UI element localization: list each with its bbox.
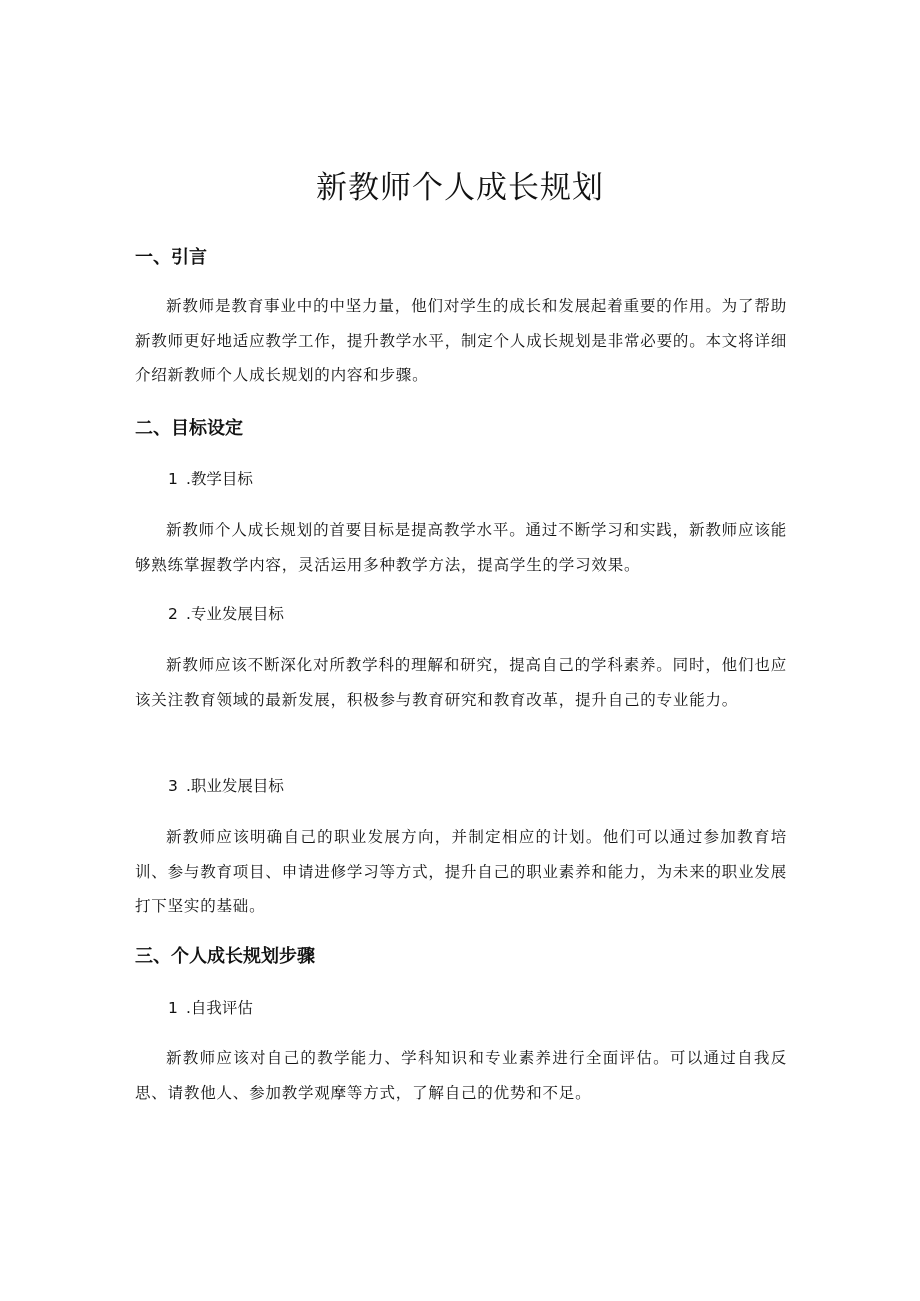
section-heading-growth-steps: 三、个人成长规划步骤 [135,946,315,967]
paragraph-teaching-goal: 新教师个人成长规划的首要目标是提高教学水平。通过不断学习和实践，新教师应该能够熟练掌握教学内容，灵活运用多种教学方法，提高学生的学习效果。 [135,521,787,574]
subheading-career-goal [168,775,284,797]
subheading-label: .教学目标 [186,470,253,488]
section-heading-introduction: 一、引言 [135,247,207,268]
subheading-number: 2 [168,605,179,623]
paragraph-self-assessment: 新教师应该对自己的教学能力、学科知识和专业素养进行全面评估。可以通过自我反思、请教他人、参加教学观摩等方式，了解自己的优势和不足。 [135,1049,787,1102]
subheading-label: .专业发展目标 [186,605,284,623]
section-heading-goal-setting: 二、目标设定 [135,418,243,439]
subheading-label: .职业发展目标 [186,777,284,795]
paragraph-career-goal: 新教师应该明确自己的职业发展方向，并制定相应的计划。他们可以通过参加教育培训、参与教育项目、申请进修学习等方式，提升自己的职业素养和能力，为未来的职业发展打下坚实的基础。 [135,828,788,915]
subheading-number: 1 [168,470,179,488]
subheading-teaching-goal [168,468,253,490]
paragraph-professional-goal: 新教师应该不断深化对所教学科的理解和研究，提高自己的学科素养。同时，他们也应该关注教育领域的最新发展，积极参与教育研究和教育改革，提升自己的专业能力。 [135,656,787,709]
subheading-number: 1 [168,999,179,1017]
subheading-number: 3 [168,777,179,795]
page-title: 新教师个人成长规划 [316,170,604,206]
paragraph-introduction: 新教师是教育事业中的中坚力量，他们对学生的成长和发展起着重要的作用。为了帮助新教师更好地适应教学工作，提升教学水平，制定个人成长规划是非常必要的。本文将详细介绍新教师个人成长规划的内容和步骤。 [135,297,788,384]
subheading-label: .自我评估 [186,999,253,1017]
subheading-professional-goal [168,603,284,625]
subheading-self-assessment [168,997,253,1019]
